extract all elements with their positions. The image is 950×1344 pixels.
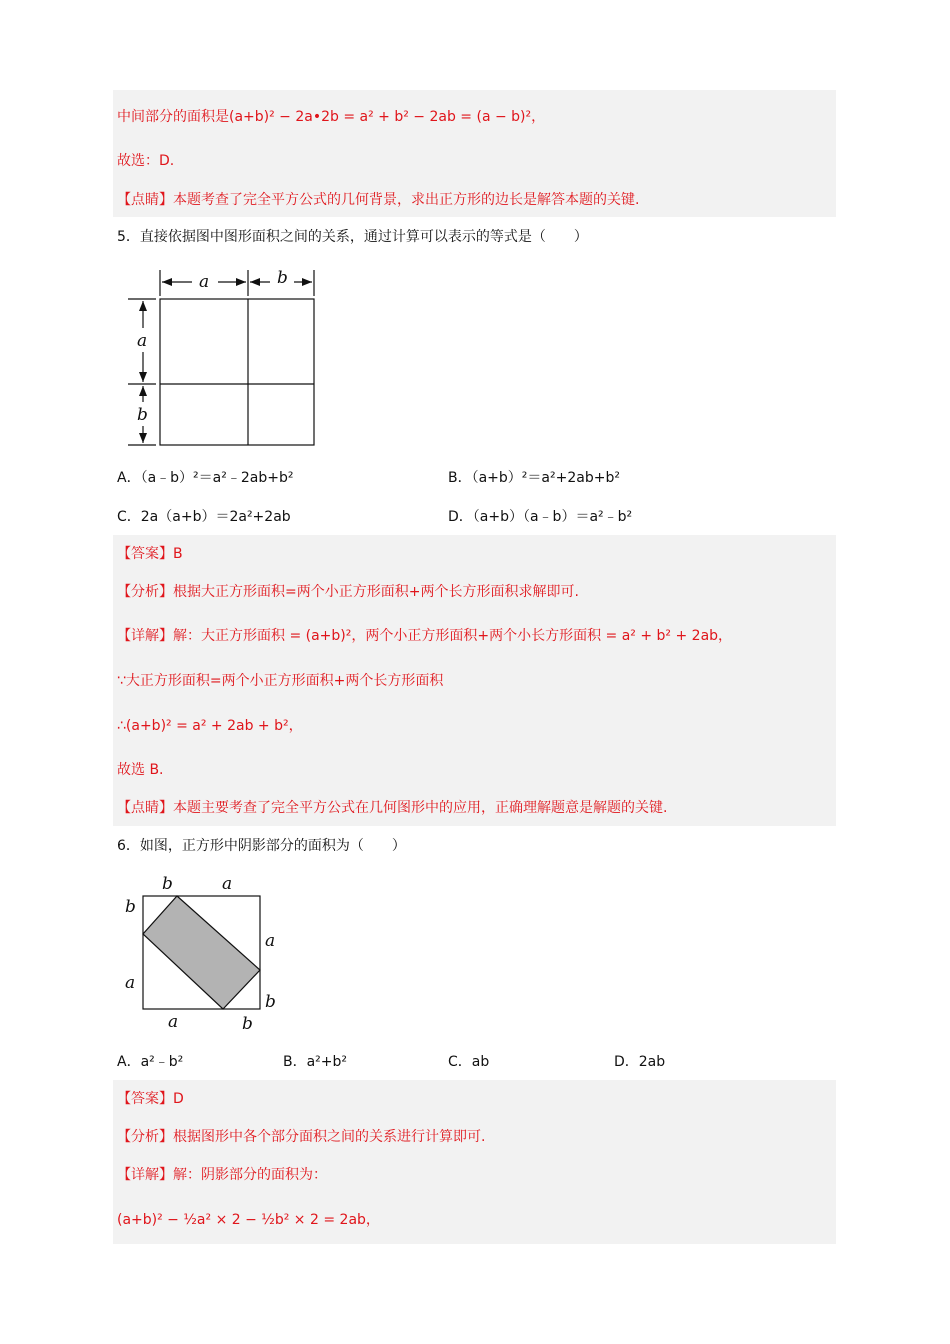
- q6-option-d: D．2ab: [614, 1054, 666, 1070]
- q6-label-left-b: b: [125, 897, 136, 917]
- q6-detail: 【详解】解：阴影部分的面积为：: [117, 1167, 327, 1183]
- q5-figure: [110, 260, 350, 460]
- q5-label-top-a: a: [199, 272, 210, 292]
- q5-answer: 【答案】B: [117, 546, 183, 562]
- q4-choice-line: 故选：D.: [117, 153, 175, 169]
- q6-answer: 【答案】D: [117, 1091, 184, 1107]
- q4-comment-line: 【点睛】本题考查了完全平方公式的几何背景，求出正方形的边长是解答本题的关键.: [117, 192, 640, 208]
- q6-label-top-a: a: [222, 874, 233, 894]
- q6-label-right-a: a: [265, 931, 276, 951]
- q4-area-line: 中间部分的面积是(a+b)² − 2a•2b = a² + b² − 2ab = (a − b)²，: [117, 109, 546, 125]
- q6-formula: (a+b)² − ½a² × 2 − ½b² × 2 = 2ab，: [117, 1212, 380, 1228]
- q5-detail: 【详解】解：大正方形面积 = (a+b)²，两个小正方形面积+两个小长方形面积 = a² + b² + 2ab，: [117, 628, 733, 644]
- q5-label-left-a: a: [137, 331, 148, 351]
- q5-label-left-b: b: [137, 405, 148, 425]
- q5-because: ∵大正方形面积=两个小正方形面积+两个长方形面积: [117, 673, 444, 689]
- q6-label-top-b: b: [162, 874, 173, 894]
- q5-choose: 故选 B.: [117, 762, 164, 778]
- q6-option-b: B．a²+b²: [283, 1054, 348, 1070]
- q6-label-right-b: b: [265, 992, 276, 1012]
- q6-option-c: C．ab: [448, 1054, 490, 1070]
- q5-option-a: A．（a﹣b）²＝a²﹣2ab+b²: [117, 470, 294, 486]
- q5-label-top-b: b: [277, 268, 288, 288]
- q5-option-b: B．（a+b）²＝a²+2ab+b²: [448, 470, 620, 486]
- q6-stem: 6．如图，正方形中阴影部分的面积为（ ）: [117, 838, 406, 854]
- q5-option-d: D．（a+b）（a﹣b）＝a²﹣b²: [448, 509, 633, 525]
- q6-label-left-a: a: [125, 973, 136, 993]
- q6-label-bottom-a: a: [168, 1012, 179, 1032]
- q5-comment: 【点睛】本题主要考查了完全平方公式在几何图形中的应用，正确理解题意是解题的关键.: [117, 800, 668, 816]
- q5-therefore: ∴(a+b)² = a² + 2ab + b²，: [117, 718, 303, 734]
- q6-option-a: A．a²﹣b²: [117, 1054, 184, 1070]
- q6-shaded-rectangle: [143, 896, 260, 1009]
- q6-figure: [110, 870, 290, 1034]
- q6-label-bottom-b: b: [242, 1014, 253, 1034]
- q5-big-square: [160, 299, 314, 445]
- q5-stem: 5．直接依据图中图形面积之间的关系，通过计算可以表示的等式是（ ）: [117, 229, 588, 245]
- q5-option-c: C．2a（a+b）＝2a²+2ab: [117, 509, 291, 525]
- q6-analysis: 【分析】根据图形中各个部分面积之间的关系进行计算即可.: [117, 1129, 486, 1145]
- q5-analysis: 【分析】根据大正方形面积=两个小正方形面积+两个长方形面积求解即可.: [117, 584, 579, 600]
